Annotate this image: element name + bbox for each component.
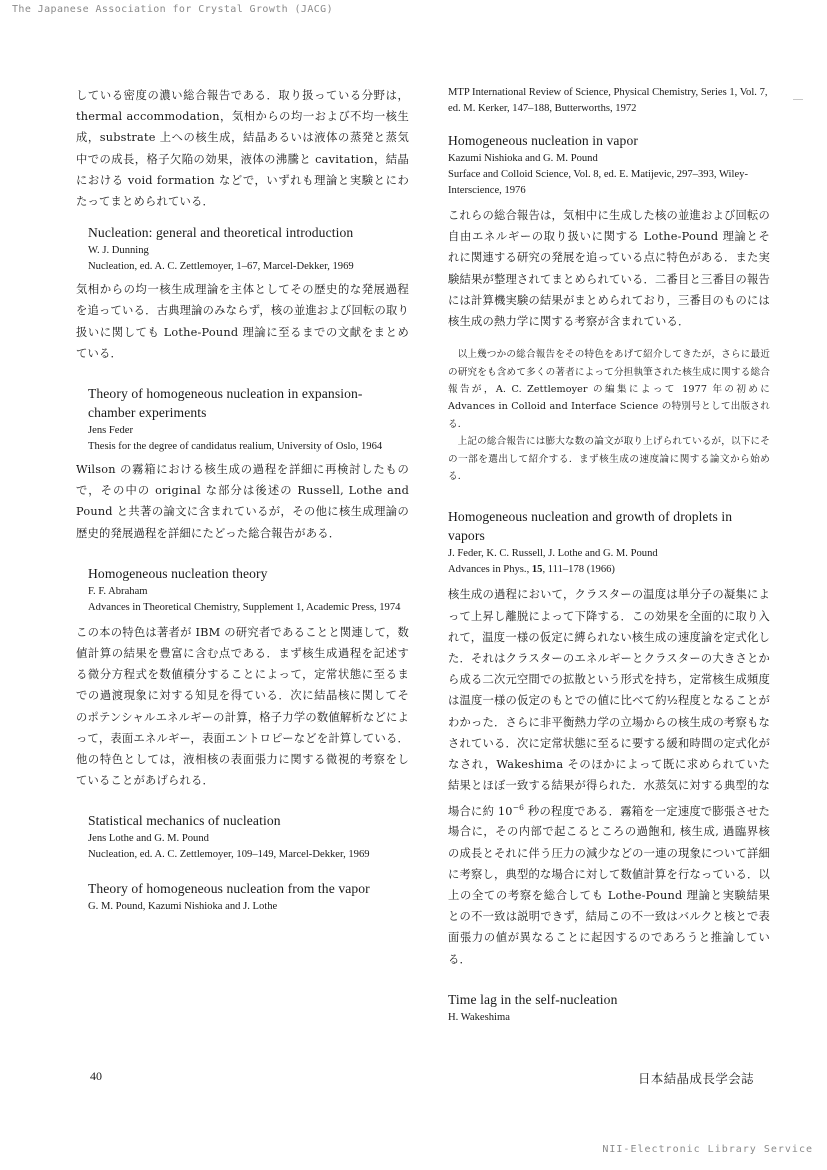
reference-entry (88, 223, 409, 275)
reference-source: Surface and Colloid Science, Vol. 8, ed. E. Matijevic, 297–393, Wiley-Interscience, 1976 (448, 169, 748, 196)
reference-summary: これらの総合報告は，気相中に生成した核の並進および回転の自由エネルギーの取り扱いに関する Lothe-Pound 理論とそれに関連する研究の発展を追っている点に特色がある．また実験結果が整理されてまとめられている．二番目と三番目の報告には計算機実験の結果がまとめられており，三番目のものには核生成の熱力学に関する考察が含まれている． (448, 209, 770, 329)
intro-paragraph: している密度の濃い総合報告である．取り扱っている分野は，thermal accommodation，気相からの均一および不均一核生成，substrate 上への核生成，結晶あるいは液体の蒸発と蒸気中での成長，格子欠陥の効果，液体の沸騰と cavitation，結晶における void formation などで，いずれも理論と実験とにわたってまとめられている． (76, 89, 409, 209)
reference-entry (88, 811, 409, 863)
reference-author: W. J. Dunning (88, 245, 149, 257)
reference-title: Statistical mechanics of nucleation (88, 813, 281, 829)
reference-entry (448, 131, 770, 199)
margin-mark (793, 99, 803, 100)
reference-source: Nucleation, ed. A. C. Zettlemoyer, 109–149, Marcel-Dekker, 1969 (88, 849, 370, 861)
editorial-note: 以上幾つかの総合報告をその特色をあげて紹介してきたが，さらに最近の研究をも含めて多くの著者によって分担執筆された核生成に関する総合報告が，A. C. Zettlemoyer の編集によって 1977 年の初めに Advances in Colloid and Interface Science の特別号として出版される． (448, 349, 770, 430)
exponent: −6 (512, 802, 525, 812)
reference-source: Thesis for the degree of candidatus realium, University of Oslo, 1964 (88, 441, 383, 453)
right-column (448, 85, 770, 1026)
reference-summary: 気相からの均一核生成理論を主体としてその歴史的な発展過程を追っている．古典理論のみならず，核の並進および回転の取り扱いに関しても Lothe-Pound 理論に至るまでの文献をまとめている． (76, 283, 409, 360)
left-column (76, 85, 409, 915)
reference-entry (448, 507, 770, 578)
reference-source: Nucleation, ed. A. C. Zettlemoyer, 1–67, Marcel-Dekker, 1969 (88, 261, 354, 273)
reference-author: Jens Lothe and G. M. Pound (88, 833, 209, 845)
summary-text-part: 核生成の過程において，クラスターの温度は単分子の凝集によって上昇し離脱によって下降する．この効果を全面的に取り入れて，温度一様の仮定に縛られない核生成の速度論を定式化した．それはクラスターのエネルギーとクラスターの大きさとから成る二次元空間での拡散という形式を持ち，定常核生成頻度は温度一様の仮定のもとでの値に比べて約 (448, 588, 770, 708)
reference-title: Theory of homogeneous nucleation in expansion-chamber experiments (88, 386, 363, 421)
reference-author: J. Feder, K. C. Russell, J. Lothe and G. M. Pound (448, 548, 658, 560)
reference-summary (448, 584, 770, 969)
reference-source: MTP International Review of Science, Physical Chemistry, Series 1, Vol. 7, ed. M. Kerker, 147–188, Butterworths, 1972 (448, 87, 768, 114)
reference-title: Nucleation: general and theoretical introduction (88, 225, 354, 241)
reference-source (448, 562, 770, 578)
reference-entry (448, 990, 770, 1026)
reference-title: Homogeneous nucleation theory (88, 565, 268, 581)
reference-entry (88, 879, 409, 915)
source-credit-header: The Japanese Association for Crystal Growth (JACG) (12, 4, 334, 15)
reference-entry (88, 384, 409, 455)
editorial-note: 上記の総合報告には膨大な数の論文が取り上げられているが，以下にその一部を選出して紹介する．まず核生成の速度論に関する論文から始める． (448, 436, 770, 483)
pages-year-text: , 111–178 (1966) (542, 564, 615, 576)
reference-title: Homogeneous nucleation and growth of droplets in vapors (448, 509, 733, 544)
summary-text-part: 秒の程度である．霧箱を一定速度で膨張させた場合に，その内部で起こるところの過飽和, 核生成, 過臨界核の成長とそれに伴う圧力の減少などの一連の現象について詳細に考察し，典型的な場合に対して数値計算を行なっている．以上の全ての考察を総合しても Lothe-Pound 理論と実験結果との不一致は説明できず，結局この不一致はバルクと核とで表面張力の値が異なることに起因するのであろうと推論している． (448, 804, 770, 966)
reference-author: G. M. Pound, Kazumi Nishioka and J. Lothe (88, 901, 278, 913)
reference-entry (88, 564, 409, 616)
reference-summary: Wilson の霧箱における核生成の過程を詳細に再検討したもので，その中の original な部分は後述の Russell, Lothe and Pound と共著の論文に含まれているが，その他に核生成理論の歴史的発展過程を詳細にたどった総合報告がある． (76, 463, 409, 540)
page-number: 40 (90, 1069, 102, 1083)
volume-number: 15 (531, 564, 543, 576)
summary-text-part: 程度となることがわかった．さらに非平衡熱力学の立場からの核生成の考察もなされている．次に定常状態に至るに要する緩和時間の定式化がなされ，Wakeshima そのほかによって既に求められていた結果とほぼ一致する結果が得られた．水蒸気に対する典型的な場合に約 10 (448, 694, 770, 818)
reference-source: Advances in Theoretical Chemistry, Supplement 1, Academic Press, 1974 (88, 601, 401, 613)
reference-author: Kazumi Nishioka and G. M. Pound (448, 153, 598, 164)
reference-summary: この本の特色は著者が IBM の研究者であることと関連して，数値計算の結果を豊富に含む点である．まず核生成過程を記述する微分方程式を数値積分することによって，定常状態に至るまでの過渡現象に対する知見を得ている．次に結晶核に関してそのポテンシャルエネルギーの計算，格子力学の数値解析などによって，表面エネルギー，表面エントロピーなどを計算している．他の特色としては，液相核の表面張力に関する微視的考察をしていることがあげられる． (76, 625, 409, 788)
journal-name: 日本結晶成長学会誌 (638, 1071, 755, 1086)
fraction-glyph: ½ (666, 694, 678, 708)
reference-author: F. F. Abraham (88, 585, 148, 597)
reference-author: H. Wakeshima (448, 1011, 510, 1023)
reference-title: Theory of homogeneous nucleation from the vapor (88, 881, 370, 897)
reference-title: Homogeneous nucleation in vapor (448, 133, 638, 148)
journal-name-text: Advances in Phys., (448, 564, 532, 576)
reference-title: Time lag in the self-nucleation (448, 991, 618, 1007)
library-credit-footer: NII-Electronic Library Service (602, 1144, 813, 1155)
reference-author: Jens Feder (88, 425, 134, 437)
